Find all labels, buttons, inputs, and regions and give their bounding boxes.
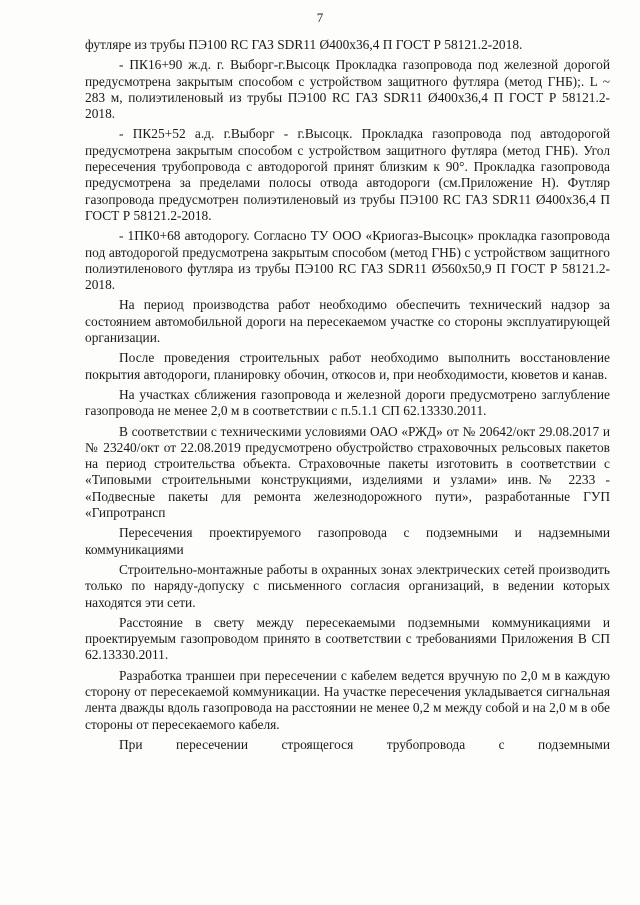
paragraph-final-line: При пересечении строящегося трубопровода с подземными [119,736,610,752]
paragraph-continuation: футляре из трубы ПЭ100 RC ГАЗ SDR11 Ø400х36,4 П ГОСТ Р 58121.2-2018. [85,37,523,52]
paragraph-technical-supervision: На период производства работ необходимо обеспечить технический надзор за состоянием автомобильной дороги на пересекаемом участке со стороны эксплуатирующей организации. [85,297,610,346]
body-text [85,37,610,757]
paragraph-road-crossing-1pk0: - 1ПК0+68 автодорогу. Согласно ТУ ООО «Криогаз-Высоцк» прокладка газопровода под автодорогой предусмотрена закрытым способом (метод ГНБ) с устройством защитного полиэтиленового футляра из трубы ПЭ100 RC ГАЗ SDR11 Ø560х50,9 П ГОСТ Р 58121.2-2018. [85,228,610,293]
paragraph-burial-depth: На участках сближения газопровода и железной дороги предусмотрено заглубление газопровода не менее 2,0 м в соответствии с п.5.1.1 СП 62.13330.2011. [85,386,610,419]
paragraph-clearance: Расстояние в свету между пересекаемыми подземными коммуникациями и проектируемым газопроводом принято в соответствии с требованиями Приложения В СП 62.13330.2011. [85,614,610,663]
paragraph-trench-excavation: Разработка траншеи при пересечении с кабелем ведется вручную по 2,0 м в каждую сторону от пересекаемой коммуникации. На участке пересечения укладывается сигнальная лента дважды вдоль газопровода на расстоянии не менее 0,2 м между собой и на 2,0 м в обе стороны от пересекаемого кабеля. [85,667,610,732]
page-number: 7 [316,10,324,25]
paragraph-rzd-conditions: В соответствии с техническими условиями ОАО «РЖД» от № 20642/окт 29.08.2017 и № 23240/окт от 22.08.2019 предусмотрено обустройство страховочных рельсовых пакетов на период строительства объекта. Страховочные пакеты изготовить в соответствии с «Типовыми строительными конструкциями, изделиями и узлами» инв.№ 2233 - «Подвесные пакеты для ремонта железнодорожного пути», разработанные ГУП «Гипротрансп [85,423,610,521]
paragraph-railway-crossing: - ПК16+90 ж.д. г. Выборг-г.Высоцк Прокладка газопровода под железной дорогой предусмотрена закрытым способом с устройством защитного футляра (метод ГНБ);. L ~ 283 м, полиэтиленовый из трубы ПЭ100 RC ГАЗ SDR11 Ø400х36,4 П ГОСТ Р 58121.2-2018. [85,57,610,122]
paragraph-electric-zones: Строительно-монтажные работы в охранных зонах электрических сетей производить только по наряду-допуску с письменного согласия организаций, в ведении которых находятся эти сети. [85,561,610,610]
paragraph-restoration: После проведения строительных работ необходимо выполнить восстановление покрытия автодороги, планировку обочин, откосов и, при необходимости, кюветов и канав. [85,350,610,382]
paragraph-road-crossing-pk25: - ПК25+52 а.д. г.Выборг - г.Высоцк. Прокладка газопровода под автодорогой предусмотрена закрытым способом с устройством защитного футляра (метод ГНБ). Угол пересечения трубопровода с автодорогой принят близким к 90°. Прокладка газопровода предусмотрена за пределами полосы отвода автодороги (см.Приложение Н). Футляр газопровода предусмотрен полиэтиленовый из трубы ПЭ100 RC ГАЗ SDR11 Ø400х36,4 П ГОСТ Р 58121.2-2018. [85,126,610,223]
paragraph-crossings-heading: Пересечения проектируемого газопровода с подземными и надземными коммуникациями [85,525,610,557]
